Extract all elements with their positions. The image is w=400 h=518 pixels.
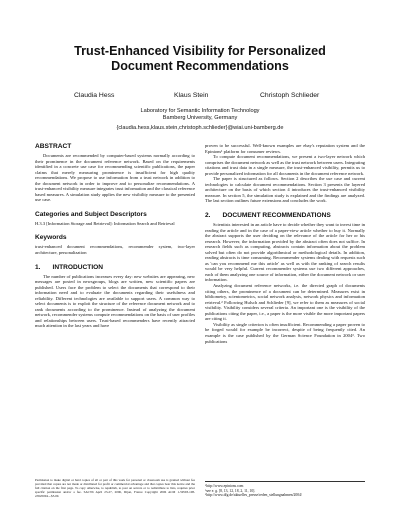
intro-paragraph: To compute document recommendations, we present a two-layer network which comprises the document network as well as the trust network between users. Integrating citations and trust data in a single measure, the trust-enhanced visibility, permits us to provide personalized information for all documents in the document reference network.	[205, 154, 365, 176]
intro-title: INTRODUCTION	[52, 263, 104, 271]
abstract-text: Documents are recommended by computer-based systems normally according to their prominence in the document reference network. Based on the requirements identified in a concrete use case for recommending scientific publications, the paper claims that merely measuring prominence is insufficient for high quality recommendations. We propose to use information from a trust network in addition to the document network in order to improve and to personalize recommendations. A trust-enhanced visibility measure integrates trust information and the classical reference based measures. A simulation study applies the new visibility measure to the presented use case.	[35, 153, 195, 203]
right-column	[205, 143, 365, 344]
author-name: Claudia Hess	[74, 92, 115, 99]
section2-number: 2.	[205, 212, 211, 220]
intro-paragraph: The paper is structured as follows. Section 2 describes the use case and current technologies to calculate document recommendations. Section 3 presents the layered architecture on the basis of which section 4 introduces the trust-enhanced visibility measure. In section 5, the simulation study is explained and the findings are analyzed. The last section outlines future extensions and concludes the work.	[205, 176, 365, 204]
affiliation-lab: Laboratory for Semantic Information Technology	[140, 108, 260, 114]
categories-heading: Categories and Subject Descriptors	[35, 210, 147, 218]
section2-title: DOCUMENT RECOMMENDATIONS	[222, 212, 331, 220]
author-name: Christoph Schlieder	[260, 92, 320, 99]
affiliation-university: Bamberg University, Germany	[162, 115, 238, 122]
footnote: ³http://www.dfg.de/aktuelles_presse/reden_stellungnahmen/2004/	[205, 493, 302, 498]
section2-paragraph: Analyzing document reference networks, i.e. the directed graph of documents citing others, the prominence of a document can be determined. Measures exist in bibliometry, scientometrics, social network analysis, network physics and information retrieval.² Following Hulsch and Schlieder [9], we refer to them as measures of social visibility. Visibility considers several criteria. An important one is the visibility of the publications citing the paper, i.e., a paper is the more visible the more important papers are citing it.	[205, 283, 365, 322]
footnote: ¹http://www.epinions.com	[205, 484, 244, 488]
affiliation	[80, 108, 320, 133]
section2-heading	[205, 212, 365, 220]
left-column	[35, 143, 195, 329]
categories-text: H.3.3 [Information Storage and Retrieval]: Information Search and Retrieval	[35, 220, 175, 226]
intro-number: 1.	[35, 263, 41, 271]
keywords-heading: Keywords	[35, 234, 67, 242]
intro-heading	[35, 264, 195, 272]
abstract-heading: ABSTRACT	[35, 143, 72, 150]
author-emails: {claudia.hess,klaus.stein,christoph.schlieder}@wiai.uni-bamberg.de	[116, 125, 284, 132]
intro-text: The number of publications increases every day: new websites are appearing, new messages are posted in newsgroups, blogs are written, new scientific papers are published. Users face the problem to select the documents that correspond to their information need and to evaluate the documents regarding their usefulness and reliability. Different technologies are available to support users. A common way to select documents is to exploit the structure of the reference document network and to rank documents according to the prominence. Instead of analyzing the document network, recommender systems compute recommendations on the basis of user profiles and relationships between users. Trust-based recommenders have recently attracted much attention in the last years and have	[35, 273, 195, 329]
intro-continued: proven to be successful. Well-known examples are ebay's reputation system and the Epinions¹ platform for consumer reviews.	[205, 143, 365, 154]
author-name: Klaus Stein	[174, 92, 209, 99]
section2-paragraph: Scientists interested in an article have to decide whether they want to invest time in reading the article and in the case of a paper-view article whether to buy it. Normally the abstract supports the user deciding on the relevance of the article for her or his research. However, the information provided by the abstract often does not suffice. In research fields such as computing, abstracts contain information about the problem solved but often do not provide algorithmical or methodological details. In addition, reading abstracts is time consuming. Recommender systems dealing with requests such as 'can you recommend me this article' as well as with the ranking of search results would be very helpful. Current recommender systems use two different approaches, each of them analyzing one source of information, either the document network or user information.	[205, 222, 365, 283]
footnotes	[205, 481, 365, 498]
footnote: ²see e. g. [8, 13, 12, 18, 2, 11, 10].	[205, 488, 256, 493]
keywords-text: trust-enhanced document recommendations, recommender system, two-layer architecture, personalization	[35, 244, 195, 256]
copyright-notice: Permission to make digital or hard copies of all or part of this work for personal or classroom use is granted without fee provided that copies are not made or distributed for profit or commercial advantage and that copies bear this notice and the full citation on the first page. To copy otherwise, to republish, to post on servers or to redistribute to lists, requires prior specific permission and/or a fee. SAC'06 April 23-27, 2006, Dijon, France Copyright 2006 ACM 1-59593-108-2/06/0004....$5.00.	[35, 478, 195, 498]
section2-paragraph: Visibility as single criterion is often insufficient. Recommending a paper proven to be forged would for example be incorrect, despite of being frequently cited. An example is the case published by the German Science Foundation in 2004³. Two publications	[205, 321, 365, 344]
paper-title: Trust-Enhanced Visibility for Personalized Document Recommendations	[74, 44, 326, 73]
